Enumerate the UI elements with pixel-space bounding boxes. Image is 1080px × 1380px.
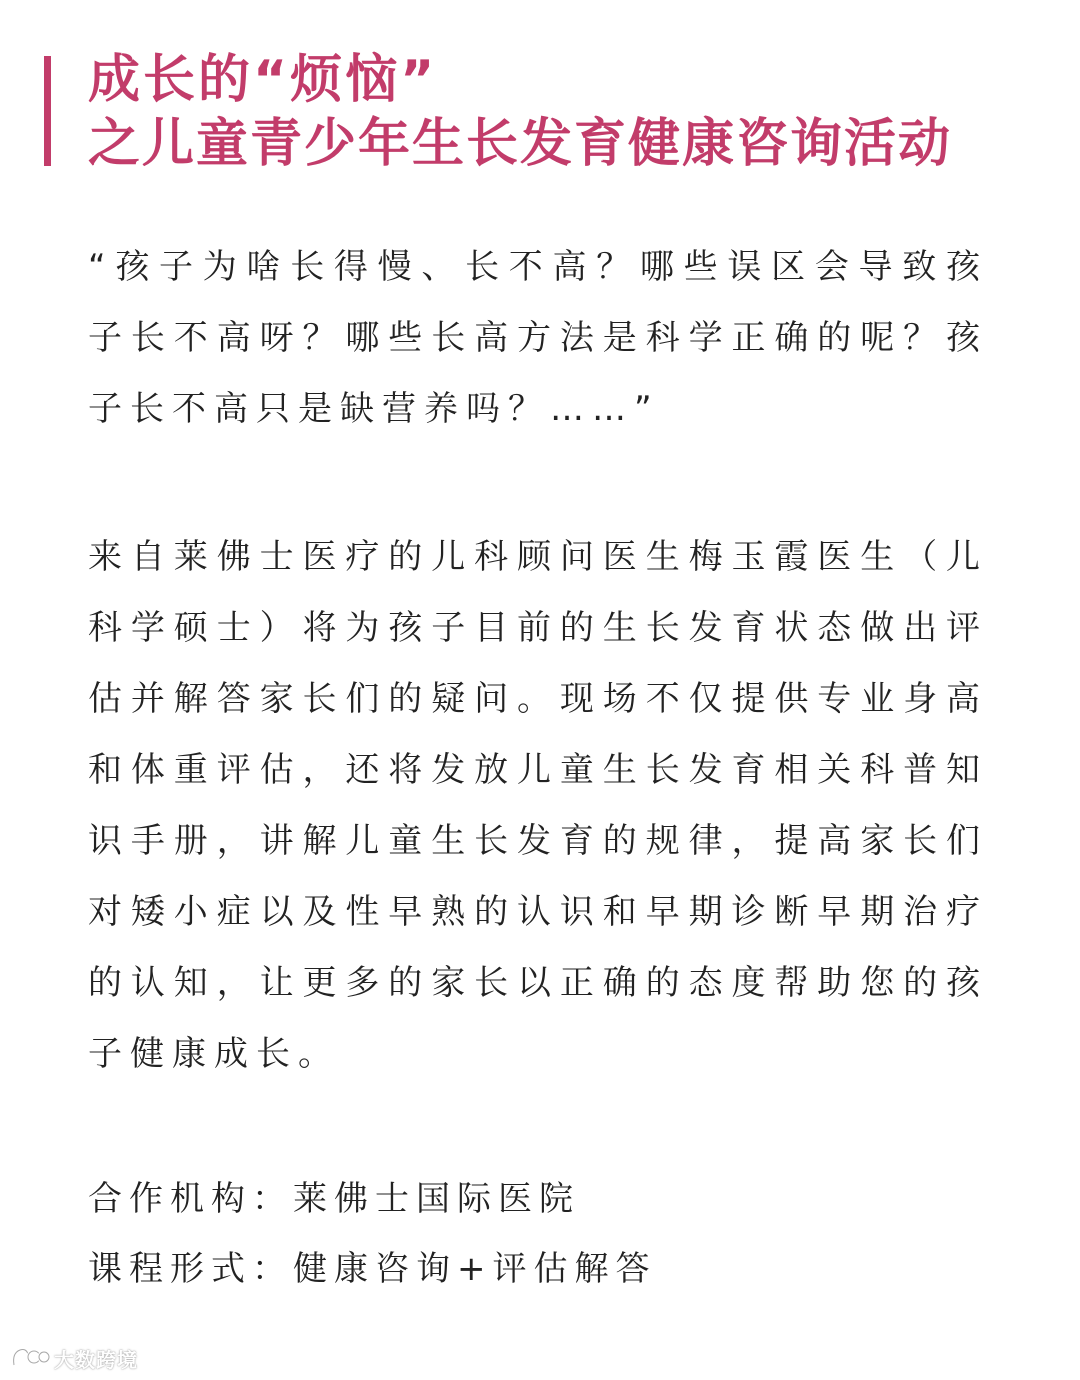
watermark: [10, 1342, 138, 1374]
page-title-line-2: 之儿童青少年生长发育健康咨询活动: [88, 114, 953, 174]
course-format-line: 课程形式：健康咨询+评估解答: [88, 1249, 657, 1289]
watermark-text: 大数跨境: [54, 1347, 138, 1372]
page-header: [44, 48, 1064, 188]
description-paragraph: 来自莱佛士医疗的儿科顾问医生梅玉霞医生（儿科学硕士）将为孩子目前的生长发育状态做出评估并解答家长们的疑问。现场不仅提供专业身高和体重评估，还将发放儿童生长发育相关科普知识手册，讲解儿童生长发育的规律，提高家长们对矮小症以及性早熟的认识和早期诊断早期治疗的认知，让更多的家长以正确的态度帮助您的孩子健康成长。: [88, 537, 988, 1074]
logo-mark-icon: [10, 1345, 50, 1371]
page-title-line-1: 成长的“烦恼”: [88, 50, 438, 110]
partner-line: 合作机构：莱佛士国际医院: [88, 1179, 580, 1219]
intro-paragraph: “孩子为啥长得慢、长不高？哪些误区会导致孩子长不高呀？哪些长高方法是科学正确的呢？孩子长不高只是缺营养吗？……”: [88, 247, 988, 429]
title-accent-bar: [44, 56, 51, 166]
